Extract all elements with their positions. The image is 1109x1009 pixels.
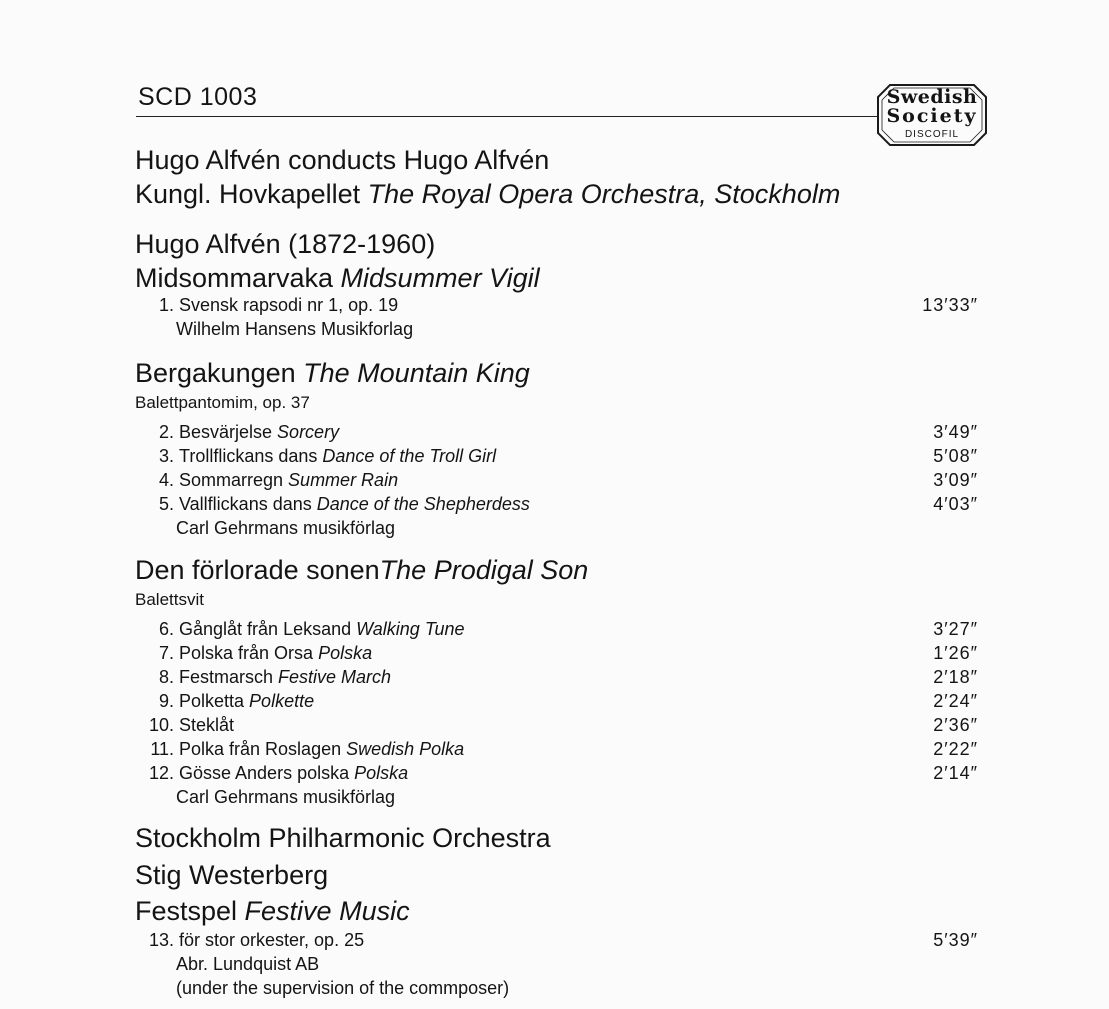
logo-line-1: Swedish <box>886 86 978 108</box>
track-row: 1. Svensk rapsodi nr 1, op. 19 13′33″ <box>158 295 978 315</box>
label-logo <box>876 83 988 147</box>
track-duration: 2′22″ <box>933 739 978 759</box>
track-duration: 2′14″ <box>933 763 978 783</box>
track-duration: 3′49″ <box>933 422 978 442</box>
intro-line-2 <box>135 177 840 211</box>
track-row: 4. Sommarregn Summer Rain 3′09″ <box>158 470 978 490</box>
work3-subtitle: Balettsvit <box>135 590 204 609</box>
track-row: 3. Trollflickans dans Dance of the Troll Girl 5′08″ <box>158 446 978 466</box>
track-duration: 5′08″ <box>933 446 978 466</box>
intro-line-1: Hugo Alfvén conducts Hugo Alfvén <box>135 145 550 175</box>
orchestra-swedish: Kungl. Hovkapellet <box>135 179 368 209</box>
track-row: 10. Steklåt 2′36″ <box>148 715 978 735</box>
logo-line-2: Society <box>886 105 978 127</box>
track-duration: 2′36″ <box>933 715 978 735</box>
track-duration: 4′03″ <box>933 494 978 514</box>
publisher: Wilhelm Hansens Musikforlag <box>176 319 414 339</box>
track-row: 5. Vallflickans dans Dance of the Shepherdess 4′03″ <box>158 494 978 514</box>
track-row: 8. Festmarsch Festive March 2′18″ <box>158 667 978 687</box>
publisher: Abr. Lundquist AB <box>176 954 320 974</box>
composer-heading: Hugo Alfvén (1872-1960) <box>135 229 436 259</box>
track-duration: 1′26″ <box>933 643 978 663</box>
logo-line-3: DISCOFIL <box>904 129 960 140</box>
track-duration: 2′24″ <box>933 691 978 711</box>
track-row: 7. Polska från Orsa Polska 1′26″ <box>158 643 978 663</box>
track-row: 11. Polka från Roslagen Swedish Polka 2′22″ <box>150 739 978 759</box>
track-row: 12. Gösse Anders polska Polska 2′14″ <box>148 763 978 783</box>
catalog-number: SCD 1003 <box>138 83 258 111</box>
work3-title: Den förlorade sonenThe Prodigal Son <box>135 555 589 585</box>
track-duration: 13′33″ <box>922 295 978 315</box>
orchestra-english: The Royal Opera Orchestra, Stockholm <box>367 179 841 209</box>
conductor-heading: Stig Westerberg <box>135 860 329 890</box>
work1-title: Midsommarvaka Midsummer Vigil <box>135 263 540 293</box>
publisher: Carl Gehrmans musikförlag <box>176 787 396 807</box>
track-duration: 2′18″ <box>933 667 978 687</box>
track-duration: 3′09″ <box>933 470 978 490</box>
track-duration: 5′39″ <box>933 930 978 950</box>
track-row: 2. Besvärjelse Sorcery 3′49″ <box>158 422 978 442</box>
orchestra-heading: Stockholm Philharmonic Orchestra <box>135 823 551 853</box>
publisher: Carl Gehrmans musikförlag <box>176 518 396 538</box>
track-duration: 3′27″ <box>933 619 978 639</box>
track-row: 13. för stor orkester, op. 25 5′39″ <box>148 930 978 950</box>
work2-title: Bergakungen The Mountain King <box>135 358 530 388</box>
work2-subtitle: Balettpantomim, op. 37 <box>135 393 310 412</box>
work4-title: Festspel Festive Music <box>135 896 410 926</box>
header-rule <box>136 116 882 117</box>
supervision-note: (under the supervision of the commposer) <box>176 978 510 998</box>
track-row: 6. Gånglåt från Leksand Walking Tune 3′27″ <box>158 619 978 639</box>
track-row: 9. Polketta Polkette 2′24″ <box>158 691 978 711</box>
